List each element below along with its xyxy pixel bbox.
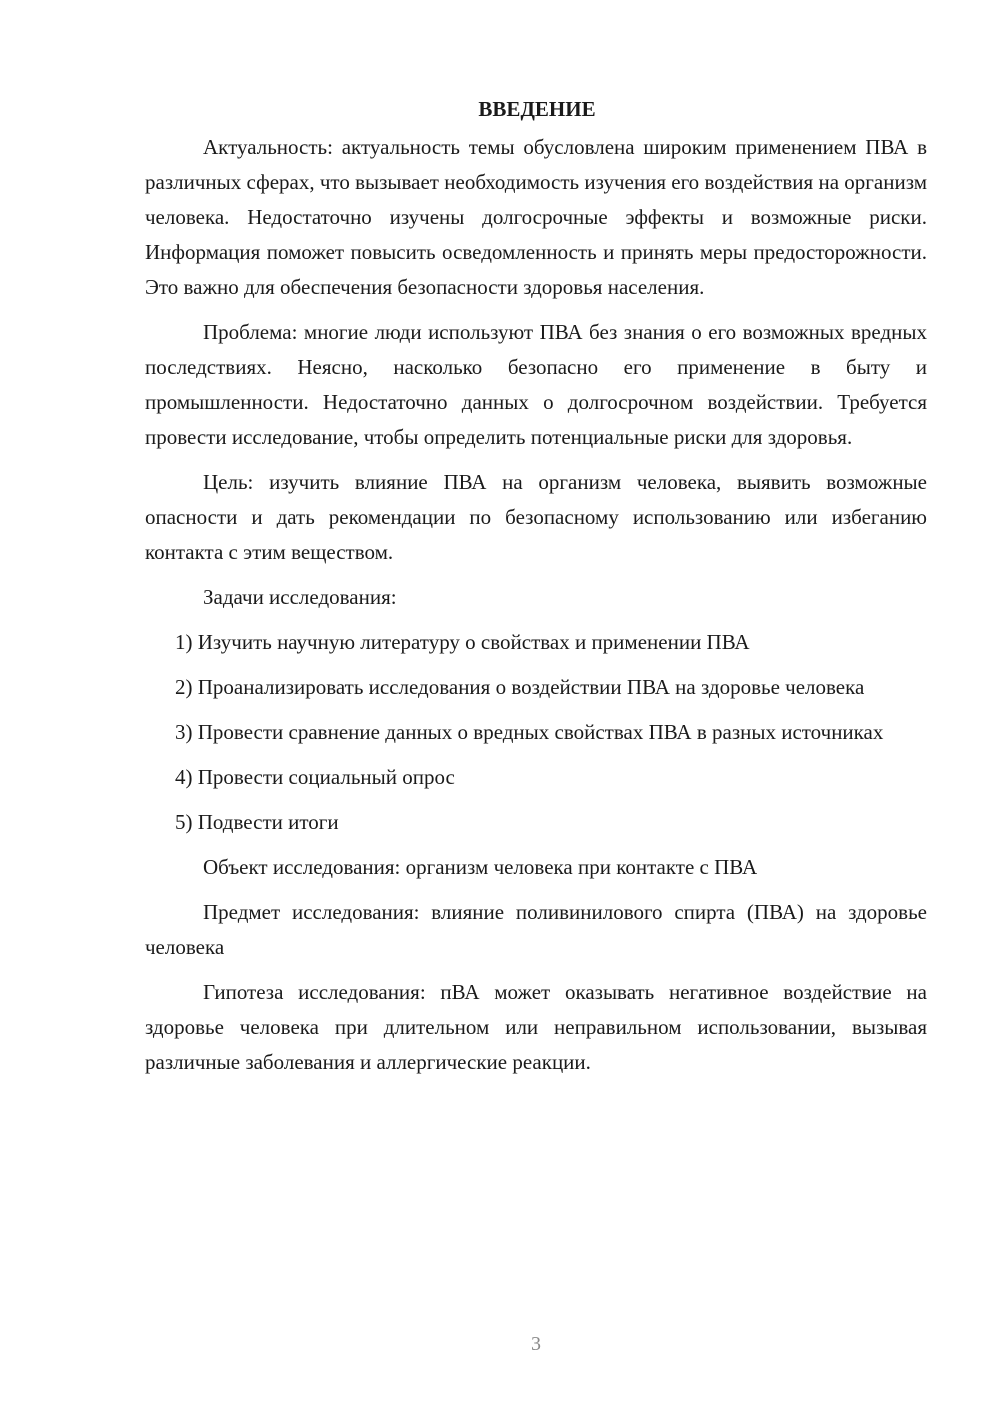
task-item: 4) Провести социальный опрос <box>175 765 455 789</box>
tasks-list <box>145 625 927 840</box>
paragraph-object: Объект исследования: организм человека при контакте с ПВА <box>203 855 758 879</box>
task-item: 3) Провести сравнение данных о вредных свойствах ПВА в разных источниках <box>175 720 884 744</box>
paragraph-problem: Проблема: многие люди используют ПВА без знания о его возможных вредных последствиях. Неясно, насколько безопасно его применение в быту и промышленности. Недостаточно данных о долгосрочном воздействии. Требуется провести исследование, чтобы определить потенциальные риски для здоровья. <box>145 320 927 449</box>
paragraph-relevance: Актуальность: актуальность темы обусловлена широким применением ПВА в различных сферах, что вызывает необходимость изучения его воздействия на организм человека. Недостаточно изучены долгосрочные эффекты и возможные риски. Информация поможет повысить осведомленность и принять меры предосторожности. Это важно для обеспечения безопасности здоровья населения. <box>145 135 927 299</box>
paragraph-subject: Предмет исследования: влияние поливинилового спирта (ПВА) на здоровье человека <box>145 900 927 959</box>
task-item: 5) Подвести итоги <box>175 810 339 834</box>
tasks-heading: Задачи исследования: <box>203 585 397 609</box>
document-page <box>145 92 927 1090</box>
task-item: 1) Изучить научную литературу о свойствах и применении ПВА <box>175 630 750 654</box>
paragraph-goal: Цель: изучить влияние ПВА на организм человека, выявить возможные опасности и дать рекомендации по безопасному использованию или избеганию контакта с этим веществом. <box>145 470 927 564</box>
page-number: 3 <box>531 1333 541 1355</box>
paragraph-hypothesis: Гипотеза исследования: пВА может оказывать негативное воздействие на здоровье человека при длительном или неправильном использовании, вызывая различные заболевания и аллергические реакции. <box>145 980 927 1074</box>
task-item: 2) Проанализировать исследования о воздействии ПВА на здоровье человека <box>175 675 865 699</box>
page-title: ВВЕДЕНИЕ <box>478 97 596 121</box>
